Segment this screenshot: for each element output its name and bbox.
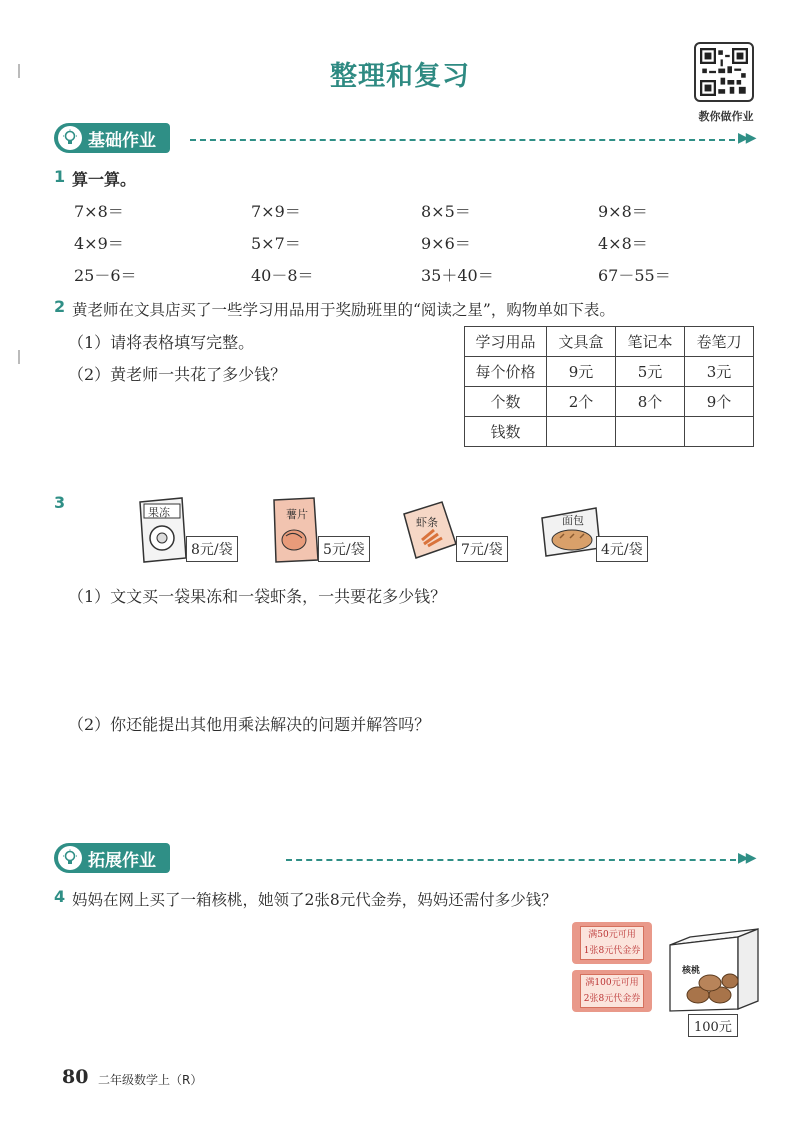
sub-question: （2）你还能提出其他用乘法解决的问题并解答吗？ [68, 715, 431, 734]
table-row [465, 387, 754, 417]
expression: 67－55＝ [598, 266, 671, 285]
product-chips [270, 496, 322, 568]
expression: 4×9＝ [74, 234, 124, 253]
price-tag: 4元/袋 [596, 536, 648, 562]
product-bread [540, 504, 602, 562]
box-label: 核桃 [682, 966, 701, 976]
expression: 7×9＝ [251, 202, 301, 221]
question-prompt: 黄老师在文具店买了一些学习用品用于奖励班里的“阅读之星”，购物单如下表。 [72, 301, 615, 319]
price-tag: 7元/袋 [456, 536, 508, 562]
expression: 4×8＝ [598, 234, 648, 253]
expression: 8×5＝ [421, 202, 471, 221]
question-number: 1 [54, 167, 66, 186]
product-label: 薯片 [286, 508, 308, 521]
question-number: 3 [54, 493, 66, 512]
table-header-cell: 笔记本 [616, 327, 685, 357]
double-arrow-icon: ▶▶ [738, 850, 754, 866]
table-cell: 3元 [685, 357, 754, 387]
product-label: 果冻 [148, 506, 170, 519]
shopping-table [464, 326, 754, 447]
section-title-basic: 基础作业 [88, 130, 156, 151]
expression: 25－6＝ [74, 266, 137, 285]
question-number: 2 [54, 297, 66, 316]
qr-code-icon [700, 48, 748, 96]
table-cell: 8个 [616, 387, 685, 417]
table-cell: 9个 [685, 387, 754, 417]
answer-cell[interactable] [685, 417, 754, 447]
shrimp-bag-icon [402, 500, 458, 562]
expression: 40－8＝ [251, 266, 314, 285]
section-title-extend: 拓展作业 [88, 850, 156, 871]
price-tag: 8元/袋 [186, 536, 238, 562]
margin-mark [18, 64, 20, 78]
table-header-cell: 文具盒 [547, 327, 616, 357]
table-row [465, 357, 754, 387]
book-title: 二年级数学上（R） [98, 1073, 203, 1087]
section-badge-extend [54, 843, 170, 873]
lightbulb-icon [58, 846, 82, 870]
qr-code[interactable] [694, 42, 754, 102]
question-prompt: 算一算。 [72, 170, 137, 189]
qr-caption: 教你做作业 [698, 110, 754, 123]
sub-question: （1）请将表格填写完整。 [68, 333, 255, 352]
page-title: 整理和复习 [330, 61, 470, 92]
table-header-cell: 卷笔刀 [685, 327, 754, 357]
question-prompt: 妈妈在网上买了一箱核桃，她领了2张8元代金券，妈妈还需付多少钱？ [72, 891, 557, 909]
coupon-condition: 满100元可用 [585, 978, 639, 988]
double-arrow-icon: ▶▶ [738, 130, 754, 146]
table-cell: 每个价格 [465, 357, 547, 387]
page-number: 80 [62, 1066, 89, 1088]
table-row [465, 327, 754, 357]
product-label: 虾条 [416, 516, 438, 529]
coupon-value: 1张8元代金券 [583, 946, 641, 956]
table-cell: 钱数 [465, 417, 547, 447]
price-tag: 5元/袋 [318, 536, 370, 562]
section-divider [190, 139, 735, 141]
table-row [465, 417, 754, 447]
sub-question: （1）文文买一袋果冻和一袋虾条，一共要花多少钱？ [68, 587, 447, 606]
margin-mark [18, 350, 20, 364]
sub-question: （2）黄老师一共花了多少钱？ [68, 365, 287, 384]
question-number: 4 [54, 887, 66, 906]
section-divider [286, 859, 736, 861]
table-cell: 5元 [616, 357, 685, 387]
table-header-cell: 学习用品 [465, 327, 547, 357]
coupon-body [580, 974, 644, 1008]
coupon-value: 2张8元代金券 [583, 994, 641, 1004]
answer-cell[interactable] [616, 417, 685, 447]
expression: 9×6＝ [421, 234, 471, 253]
table-cell: 2个 [547, 387, 616, 417]
expression: 9×8＝ [598, 202, 648, 221]
answer-cell[interactable] [547, 417, 616, 447]
price-tag: 100元 [688, 1014, 738, 1037]
expression: 5×7＝ [251, 234, 301, 253]
coupon [572, 970, 652, 1012]
expression: 7×8＝ [74, 202, 124, 221]
expression: 35＋40＝ [421, 266, 494, 285]
section-badge-basic [54, 123, 170, 153]
product-shrimp-sticks [402, 500, 458, 566]
table-cell: 9元 [547, 357, 616, 387]
lightbulb-icon [58, 126, 82, 150]
coupon [572, 922, 652, 964]
coupon-condition: 满50元可用 [588, 930, 636, 940]
coupon-body [580, 926, 644, 960]
product-label: 面包 [562, 514, 584, 527]
table-cell: 个数 [465, 387, 547, 417]
product-jelly [136, 496, 190, 568]
